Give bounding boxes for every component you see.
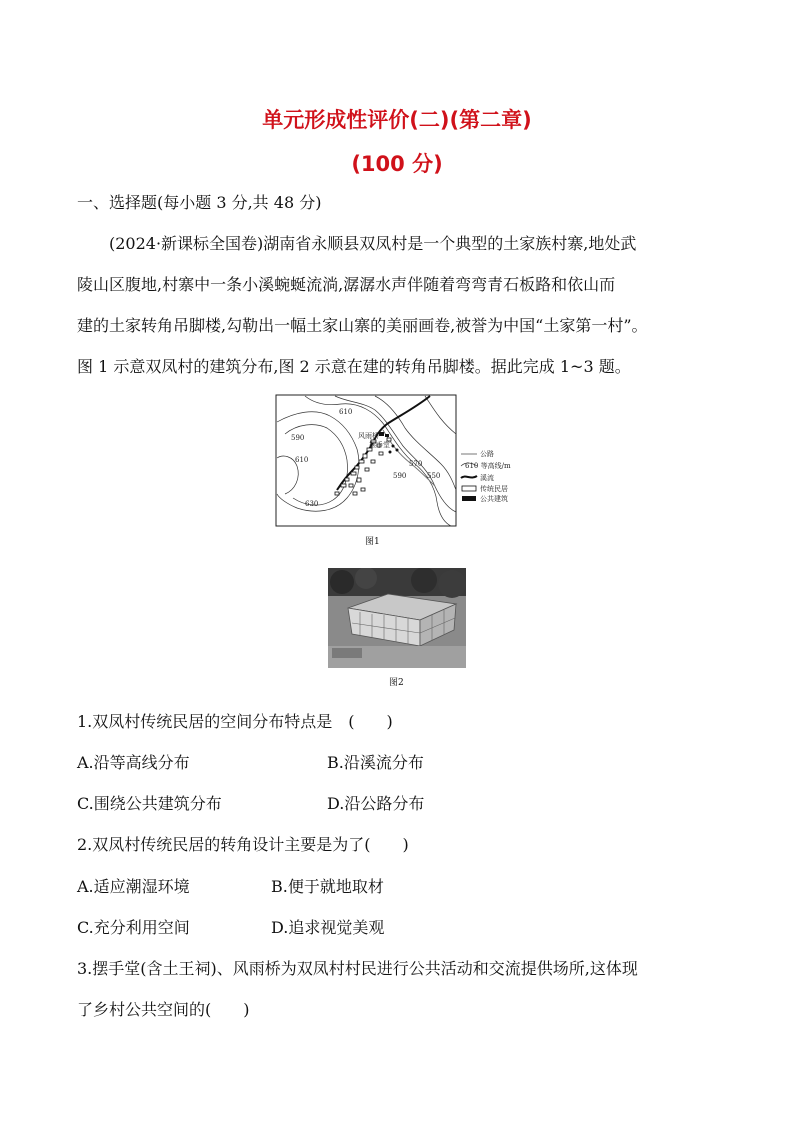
q1-option-b[interactable]: B.沿溪流分布 xyxy=(327,753,424,772)
q1-option-a[interactable]: A.沿等高线分布 xyxy=(77,753,190,772)
figure1 xyxy=(275,394,523,528)
label-bridge: 风雨桥 xyxy=(358,432,379,440)
legend-contour: 610 等高线/m xyxy=(465,462,511,470)
legend-stream: 溪流 xyxy=(480,474,494,482)
legend-dwelling: 传统民居 xyxy=(480,485,508,493)
question-1-stem: 1.双凤村传统民居的空间分布特点是 ( ) xyxy=(77,712,393,731)
q2-option-a[interactable]: A.适应潮湿环境 xyxy=(77,877,190,896)
q2-option-d[interactable]: D.追求视觉美观 xyxy=(271,918,385,937)
map-legend xyxy=(461,449,511,503)
q1-option-d[interactable]: D.沿公路分布 xyxy=(327,794,425,813)
stilt-house-photo xyxy=(328,568,466,668)
legend-road: 公路 xyxy=(480,450,494,458)
passage-line-4: 图 1 示意双凤村的建筑分布,图 2 示意在建的转角吊脚楼。据此完成 1~3 题。 xyxy=(77,357,631,376)
passage-line-3: 建的土家转角吊脚楼,勾勒出一幅土家山寨的美丽画卷,被誉为中国“土家第一村”。 xyxy=(77,316,648,335)
question-2-stem: 2.双凤村传统民居的转角设计主要是为了( ) xyxy=(77,835,409,854)
contour-label-570: 570 xyxy=(409,460,423,468)
passage-line-1: (2024·新课标全国卷)湖南省永顺县双凤村是一个典型的土家族村寨,地处武 xyxy=(109,234,637,253)
score-label: (100 分) xyxy=(351,152,443,176)
question-3-stem-line-2: 了乡村公共空间的( ) xyxy=(77,1000,250,1019)
contour-label-590b: 590 xyxy=(393,472,407,480)
section-heading: 一、选择题(每小题 3 分,共 48 分) xyxy=(77,193,322,212)
village-map xyxy=(275,394,523,528)
figure2-caption: 图2 xyxy=(389,678,404,688)
figure1-caption: 图1 xyxy=(365,537,380,547)
q2-option-b[interactable]: B.便于就地取材 xyxy=(271,877,384,896)
passage-line-2: 陵山区腹地,村寨中一条小溪蜿蜒流淌,潺潺水声伴随着弯弯青石板路和依山而 xyxy=(77,275,616,294)
q1-option-c[interactable]: C.围绕公共建筑分布 xyxy=(77,794,222,813)
legend-public: 公共建筑 xyxy=(480,495,508,503)
question-3-stem-line-1: 3.摆手堂(含土王祠)、风雨桥为双凤村村民进行公共活动和交流提供场所,这体现 xyxy=(77,959,638,978)
contour-label-590a: 590 xyxy=(291,434,305,442)
contour-label-610a: 610 xyxy=(339,408,353,416)
contour-label-630: 630 xyxy=(305,500,319,508)
page-title: 单元形成性评价(二)(第二章) xyxy=(262,108,532,132)
contour-label-610b: 610 xyxy=(295,456,309,464)
contour-label-550: 550 xyxy=(427,472,441,480)
q2-option-c[interactable]: C.充分利用空间 xyxy=(77,918,190,937)
label-hall: 摆手堂 xyxy=(369,441,390,449)
figure2 xyxy=(328,568,466,668)
